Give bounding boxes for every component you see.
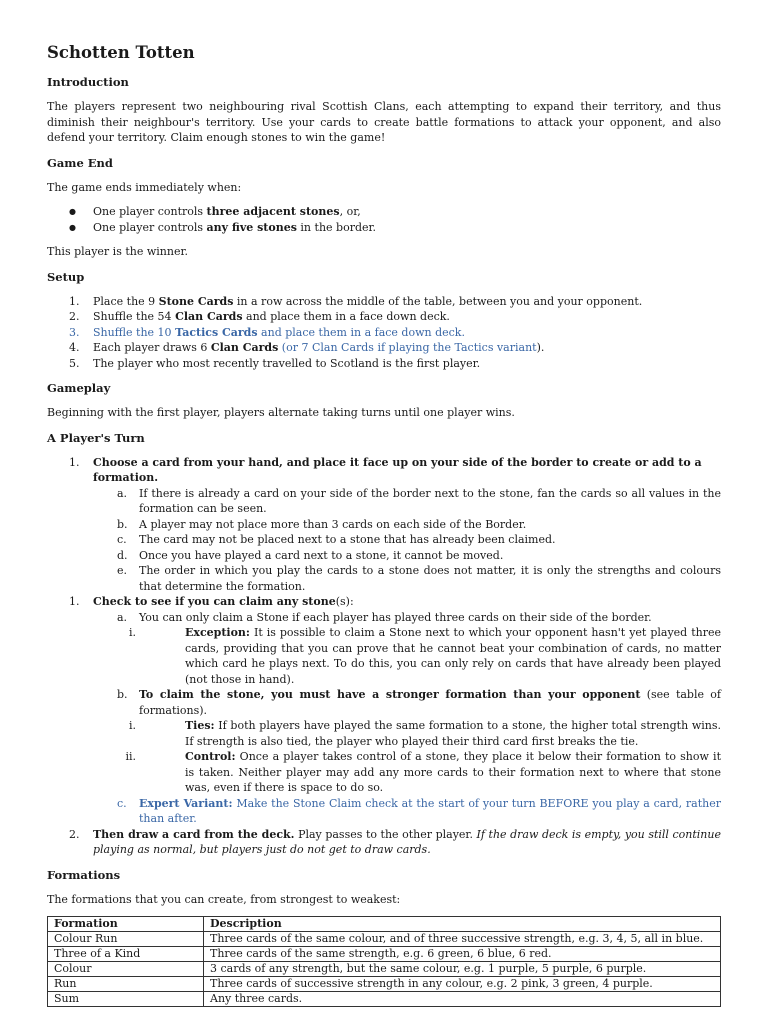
- table-row: [48, 932, 721, 947]
- list-item: 2. Shuffle the 54 Clan Cards and place them in a face down deck.: [69, 310, 450, 323]
- table-row: [48, 977, 721, 992]
- game-end-list: [47, 204, 721, 235]
- list-item: 4. Each player draws 6 Clan Cards (or 7 Clan Cards if playing the Tactics variant).: [69, 341, 545, 354]
- list-item: i. Ties: If both players have played the same formation to a stone, the higher total strength wins. If strength is also tied, the player who played their third card first breaks the tie.: [128, 719, 721, 748]
- list-item: 1. Choose a card from your hand, and place it face up on your side of the border to create or add to a formation. a. If there is already a card on your side of the border next to the stone, fan the cards so all values in the formation can be seen. b. A player may not place more than 3 cards on each side of the Border. c. The card may not be placed next to a stone that has already been claimed. d. Once you have played a card next to a stone, it cannot be moved. e. The order in which you play the cards to a stone does not matter, it is only the strengths and colours that determine the formation.: [47, 455, 721, 595]
- column-header: Description: [204, 917, 721, 932]
- formations-table-body: [48, 932, 721, 1007]
- list-item: 2. Then draw a card from the deck. Play passes to the other player. If the draw deck is empty, you still continue playing as normal, but players just do not get to draw cards.: [69, 827, 721, 856]
- table-row: [48, 962, 721, 977]
- list-item: i. Exception: It is possible to claim a Stone next to which your opponent hasn't yet played three cards, providing that you can prove that he cannot beat your combination of cards, no matter which card he plays next. To do this, you can only rely on cards that have already been played (not those in hand).: [128, 626, 721, 686]
- formation-name-cell: Run: [48, 977, 204, 992]
- list-item: a. If there is already a card on your side of the border next to the stone, fan the cards so all values in the formation can be seen.: [117, 486, 721, 515]
- game-end-lead: The game ends immediately when:: [47, 180, 242, 194]
- formation-name-cell: Sum: [48, 992, 204, 1007]
- list-item: 3. Shuffle the 10 Tactics Cards and place them in a face down deck.: [69, 325, 465, 339]
- turn-heading: A Player's Turn: [47, 430, 145, 445]
- list-item: b. A player may not place more than 3 cards on each side of the Border.: [117, 517, 527, 531]
- formation-name-cell: Colour Run: [48, 932, 204, 947]
- formation-description-cell: Any three cards.: [204, 992, 721, 1007]
- intro-text: The players represent two neighbouring rival Scottish Clans, each attempting to expand their territory, and thus diminish their neighbour's territory. Use your cards to create battle formations to attack your opponent, and also defend your territory. Claim enough stones to win the game!: [47, 100, 721, 144]
- list-item: c. Expert Variant: Make the Stone Claim check at the start of your turn BEFORE you play a card, rather than after.: [117, 796, 721, 825]
- list-item: 5. The player who most recently travelled to Scotland is the first player.: [69, 356, 481, 370]
- intro-heading: Introduction: [47, 75, 129, 89]
- formation-description-cell: Three cards of the same colour, and of three successive strength, e.g. 3, 4, 5, all in blue.: [204, 932, 721, 947]
- list-item: d. Once you have played a card next to a stone, it cannot be moved.: [117, 548, 504, 562]
- list-item: e. The order in which you play the cards to a stone does not matter, it is only the strengths and colours that determine the formation.: [117, 564, 721, 593]
- list-item: ii. Control: Once a player takes control of a stone, they place it below their formation to show it is taken. Neither player may add any more cards to their formation next to where that stone was, even if there is space to do so.: [125, 750, 721, 794]
- formation-description-cell: Three cards of successive strength in any colour, e.g. 2 pink, 3 green, 4 purple.: [204, 977, 721, 992]
- turn-list: [47, 455, 721, 858]
- page-title: Schotten Totten: [47, 43, 195, 62]
- list-item: c. The card may not be placed next to a stone that has already been claimed.: [117, 533, 556, 546]
- formations-lead: The formations that you can create, from strongest to weakest:: [47, 892, 401, 906]
- list-item: 1. Check to see if you can claim any stone(s): a. You can only claim a Stone if each player has played three cards on their side of the border. i. Exception: It is possible to claim a Stone next to which your opponent hasn't yet played three cards, providing that you can prove that he cannot beat your combination of cards, no matter which card he plays next. To do this, you can only rely on cards that have already been played (not those in hand). b. To claim the stone, you must have a stronger formation than your opponent (see table of formations). i. Ties: If both players have played the same formation to a stone, the higher total strength wins. If strength is also tied, the player who played their third card first breaks the tie. ii. Control: Once a player takes control of a stone, they place it below their formation to show it is taken. Neither player may add any more cards to their formation next to where that stone was, even if there is space to do so. c. Expert Variant: Make the Stone Claim check at the start of your turn BEFORE you play a card, rather than after.: [47, 594, 721, 827]
- table-header-row: [48, 917, 721, 932]
- formation-description-cell: Three cards of the same strength, e.g. 6 green, 6 blue, 6 red.: [204, 947, 721, 962]
- list-item: ● One player controls three adjacent stones, or,: [47, 204, 721, 220]
- table-row: [48, 992, 721, 1007]
- game-end-heading: Game End: [47, 155, 113, 170]
- list-item: 1. Place the 9 Stone Cards in a row across the middle of the table, between you and your opponent.: [69, 294, 643, 308]
- formation-description-cell: 3 cards of any strength, but the same colour, e.g. 1 purple, 5 purple, 6 purple.: [204, 962, 721, 977]
- setup-heading: Setup: [47, 269, 85, 284]
- column-header: Formation: [48, 917, 204, 932]
- formation-name-cell: Three of a Kind: [48, 947, 204, 962]
- formation-name-cell: Colour: [48, 962, 204, 977]
- formations-table: [47, 916, 721, 1007]
- formations-heading: Formations: [47, 867, 121, 882]
- table-row: [48, 947, 721, 962]
- list-item: a. You can only claim a Stone if each player has played three cards on their side of the border. i. Exception: It is possible to claim a Stone next to which your opponent hasn't yet played three cards, providing that you can prove that he cannot beat your combination of cards, no matter which card he plays next. To do this, you can only rely on cards that have already been played (not those in hand).: [47, 610, 721, 688]
- gameplay-text: Beginning with the first player, players alternate taking turns until one player wins.: [47, 406, 515, 419]
- gameplay-heading: Gameplay: [47, 381, 111, 395]
- list-item: ● One player controls any five stones in the border.: [47, 220, 721, 236]
- game-end-outro: This player is the winner.: [47, 245, 189, 258]
- list-item: b. To claim the stone, you must have a stronger formation than your opponent (see table of formations). i. Ties: If both players have played the same formation to a stone, the higher total strength wins. If strength is also tied, the player who played their third card first breaks the tie. ii. Control: Once a player takes control of a stone, they place it below their formation to show it is taken. Neither player may add any more cards to their formation next to where that stone was, even if there is space to do so.: [47, 687, 721, 796]
- setup-list: [47, 294, 721, 372]
